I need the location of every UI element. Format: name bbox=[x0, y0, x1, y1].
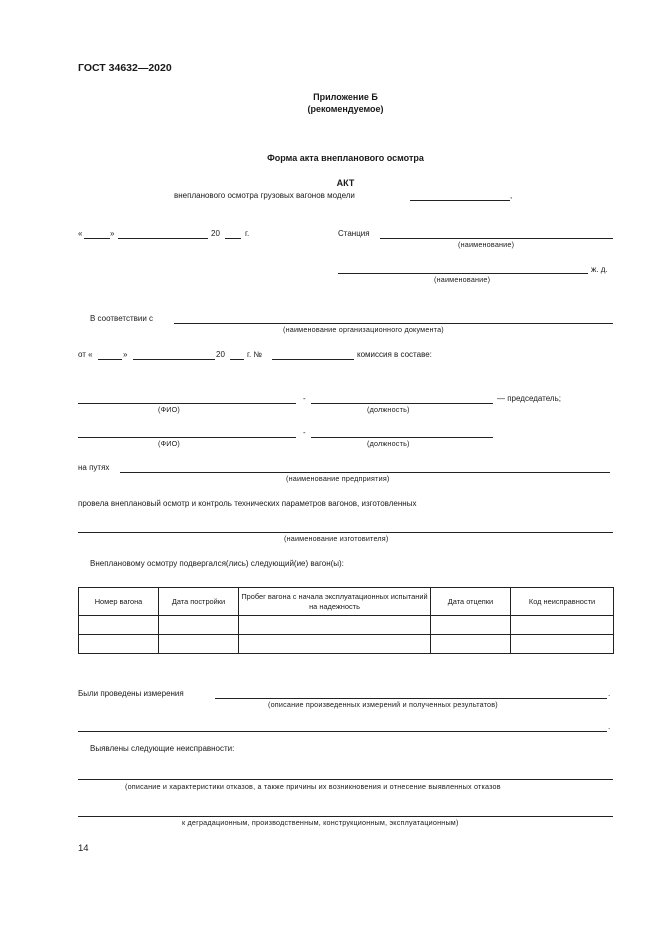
member1-fio-line bbox=[78, 403, 296, 404]
model-line bbox=[410, 200, 510, 201]
measurements-label: Были проведены измерения bbox=[78, 689, 184, 698]
table-cell bbox=[431, 616, 511, 635]
table-row bbox=[79, 616, 614, 635]
table-cell bbox=[431, 635, 511, 654]
defects-caption-2: к деградационным, производственным, конструкционным, эксплуатационным) bbox=[182, 818, 459, 827]
date-month-line bbox=[118, 238, 208, 239]
measurements-line-2 bbox=[78, 731, 607, 732]
defects-line-2 bbox=[78, 816, 613, 817]
commission-month-line bbox=[133, 359, 215, 360]
table-cell bbox=[159, 616, 239, 635]
table-cell bbox=[511, 616, 614, 635]
railway-caption: (наименование) bbox=[434, 275, 491, 284]
manufacturer-line bbox=[78, 532, 613, 533]
member1-fio-caption: (ФИО) bbox=[158, 405, 181, 414]
station-caption: (наименование) bbox=[458, 240, 515, 249]
date-quote-open: « bbox=[78, 229, 83, 238]
page-number: 14 bbox=[78, 843, 89, 854]
form-title: Форма акта внепланового осмотра bbox=[267, 153, 424, 163]
table-cell bbox=[79, 635, 159, 654]
date-year-suffix: г. bbox=[245, 229, 250, 238]
col-fault-code: Код неисправности bbox=[511, 588, 614, 616]
commission-number-line bbox=[272, 359, 354, 360]
measurements-end-2: . bbox=[608, 722, 611, 731]
measurements-caption: (описание произведенных измерений и полученных результатов) bbox=[268, 700, 498, 709]
commission-year-line bbox=[230, 359, 244, 360]
table-cell bbox=[239, 635, 431, 654]
act-title: АКТ bbox=[336, 178, 355, 188]
act-subtitle: внепланового осмотра грузовых вагонов модели bbox=[174, 191, 355, 200]
accordance-label: В соответствии с bbox=[90, 314, 154, 323]
table-row bbox=[79, 635, 614, 654]
appendix-title: Приложение Б bbox=[313, 92, 378, 102]
table-header-row bbox=[79, 588, 614, 616]
tracks-line bbox=[120, 472, 610, 473]
member1-dash: - bbox=[303, 394, 306, 403]
measurements-line bbox=[215, 698, 607, 699]
commission-number-label: г. № bbox=[247, 350, 262, 359]
railway-suffix: ж. д. bbox=[591, 265, 608, 274]
measurements-end: . bbox=[608, 689, 611, 698]
commission-year: 20 bbox=[216, 350, 225, 359]
member2-dash: - bbox=[303, 428, 306, 437]
defects-line-1 bbox=[78, 779, 613, 780]
commission-day-line bbox=[98, 359, 122, 360]
col-build-date: Дата постройки bbox=[159, 588, 239, 616]
date-year-prefix: 20 bbox=[211, 229, 220, 238]
appendix-subtitle: (рекомендуемое) bbox=[307, 104, 384, 114]
accordance-line bbox=[174, 323, 613, 324]
act-subtitle-comma: , bbox=[510, 191, 513, 200]
wagons-intro: Внеплановому осмотру подвергался(лись) следующий(ие) вагон(ы): bbox=[90, 559, 344, 568]
commission-close-quote: » bbox=[123, 350, 128, 359]
col-mileage: Пробег вагона с начала эксплуатационных испытаний на надежность bbox=[239, 588, 431, 616]
date-quote-close: » bbox=[110, 229, 115, 238]
member1-position-line bbox=[311, 403, 493, 404]
commission-from: от « bbox=[78, 350, 93, 359]
manufacturer-caption: (наименование изготовителя) bbox=[284, 534, 389, 543]
member2-position-line bbox=[311, 437, 493, 438]
member2-fio-line bbox=[78, 437, 296, 438]
defects-label: Выявлены следующие неисправности: bbox=[90, 744, 235, 753]
station-line bbox=[380, 238, 613, 239]
railway-line bbox=[338, 273, 588, 274]
standard-number: ГОСТ 34632—2020 bbox=[78, 62, 172, 74]
member1-role: — председатель; bbox=[497, 394, 561, 403]
col-wagon-number: Номер вагона bbox=[79, 588, 159, 616]
date-day-line bbox=[84, 238, 110, 239]
wagons-table bbox=[78, 587, 614, 654]
tracks-caption: (наименование предприятия) bbox=[286, 474, 390, 483]
inspection-text: провела внеплановый осмотр и контроль технических параметров вагонов, изготовленных bbox=[78, 499, 417, 508]
member2-fio-caption: (ФИО) bbox=[158, 439, 181, 448]
table-cell bbox=[511, 635, 614, 654]
table-cell bbox=[79, 616, 159, 635]
defects-caption-1: (описание и характеристики отказов, а также причины их возникновения и отнесение выявленных отказов bbox=[125, 782, 501, 791]
member1-position-caption: (должность) bbox=[367, 405, 410, 414]
accordance-caption: (наименование организационного документа) bbox=[283, 325, 444, 334]
tracks-label: на путях bbox=[78, 463, 110, 472]
commission-text: комиссия в составе: bbox=[357, 350, 432, 359]
date-year-line bbox=[225, 238, 241, 239]
table-cell bbox=[239, 616, 431, 635]
member2-position-caption: (должность) bbox=[367, 439, 410, 448]
col-detach-date: Дата отцепки bbox=[431, 588, 511, 616]
station-label: Станция bbox=[338, 229, 370, 238]
table-cell bbox=[159, 635, 239, 654]
